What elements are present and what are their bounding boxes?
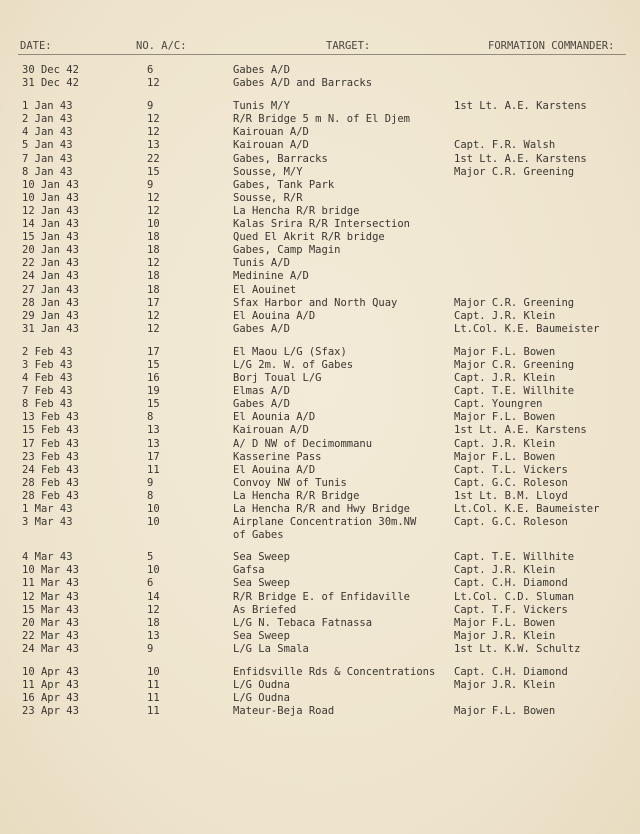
row-target: La Hencha R/R bridge bbox=[233, 204, 360, 217]
row-no-ac: 12 bbox=[147, 126, 160, 139]
row-date: 31 Jan 43 bbox=[22, 322, 79, 335]
row-no-ac: 9 bbox=[147, 476, 154, 489]
row-commander: Lt.Col. K.E. Baumeister bbox=[454, 503, 600, 515]
row-date: 4 Jan 43 bbox=[22, 126, 73, 139]
row-target: L/G Oudna bbox=[233, 679, 290, 692]
row-commander: 1st Lt. B.M. Lloyd bbox=[454, 489, 568, 502]
row-date: 3 Mar 43 bbox=[22, 516, 73, 529]
row-commander: Capt. J.R. Klein bbox=[454, 564, 556, 577]
row-no-ac: 12 bbox=[147, 257, 160, 270]
row-date: 2 Jan 43 bbox=[22, 113, 73, 126]
row-no-ac: 12 bbox=[147, 603, 160, 616]
row-date: 23 Apr 43 bbox=[22, 705, 79, 718]
row-no-ac: 22 bbox=[147, 152, 160, 165]
row-target: Medinine A/D bbox=[233, 270, 309, 283]
table-row bbox=[0, 284, 640, 297]
header-formation-commander: FORMATION COMMANDER: bbox=[488, 40, 615, 52]
row-commander: Capt. C.H. Diamond bbox=[454, 666, 568, 679]
table-row bbox=[0, 630, 640, 643]
row-date: 5 Jan 43 bbox=[22, 139, 73, 152]
table-row bbox=[0, 516, 640, 529]
row-date: 3 Feb 43 bbox=[22, 358, 73, 371]
table-row bbox=[0, 323, 640, 336]
row-target: Kairouan A/D bbox=[233, 424, 309, 437]
row-commander: Major C.R. Greening bbox=[454, 165, 575, 178]
row-target: Gabes A/D bbox=[233, 322, 290, 335]
row-target: El Aouinet bbox=[233, 283, 297, 296]
group-gap bbox=[0, 336, 640, 346]
row-no-ac: 13 bbox=[147, 629, 160, 642]
table-row bbox=[0, 591, 640, 604]
row-commander: Major C.R. Greening bbox=[454, 358, 575, 371]
row-target: El Maou L/G (Sfax) bbox=[233, 345, 347, 358]
row-date: 12 Mar 43 bbox=[22, 590, 79, 603]
row-no-ac: 18 bbox=[147, 244, 160, 257]
row-target: Enfidsville Rds & Concentrations bbox=[233, 666, 436, 679]
row-commander: Capt. T.E. Willhite bbox=[454, 551, 575, 564]
table-header bbox=[18, 36, 622, 56]
header-date: DATE: bbox=[20, 40, 52, 52]
row-date: 28 Jan 43 bbox=[22, 296, 79, 309]
row-target: Gabes, Tank Park bbox=[233, 178, 335, 191]
table-row bbox=[0, 218, 640, 231]
row-commander: Capt. J.R. Klein bbox=[454, 309, 556, 322]
row-commander: Major F.L. Bowen bbox=[454, 705, 556, 718]
table-row bbox=[0, 464, 640, 477]
row-date: 29 Jan 43 bbox=[22, 309, 79, 322]
row-date: 28 Feb 43 bbox=[22, 476, 79, 489]
row-commander: Major C.R. Greening bbox=[454, 296, 575, 309]
row-target: Kasserine Pass bbox=[233, 450, 322, 463]
row-commander: 1st Lt. K.W. Schultz bbox=[454, 642, 581, 655]
group-gap bbox=[0, 542, 640, 551]
table-row bbox=[0, 231, 640, 244]
row-no-ac: 10 bbox=[147, 516, 160, 529]
row-no-ac: 15 bbox=[147, 398, 160, 411]
table-row bbox=[0, 77, 640, 90]
row-no-ac: 12 bbox=[147, 191, 160, 204]
row-commander: Capt. F.R. Walsh bbox=[454, 139, 556, 152]
row-target: Sousse, R/R bbox=[233, 191, 303, 204]
row-target: A/ D NW of Decimommanu bbox=[233, 437, 373, 450]
table-row bbox=[0, 372, 640, 385]
row-commander: Capt. G.C. Roleson bbox=[454, 516, 568, 529]
header-no-ac: NO. A/C: bbox=[136, 40, 187, 52]
row-no-ac: 15 bbox=[147, 165, 160, 178]
row-no-ac: 18 bbox=[147, 231, 160, 244]
row-target: Elmas A/D bbox=[233, 385, 290, 398]
table-row bbox=[0, 503, 640, 516]
row-date: 2 Feb 43 bbox=[22, 345, 73, 358]
row-date: 24 Jan 43 bbox=[22, 270, 79, 283]
row-target: Kairouan A/D bbox=[233, 126, 309, 139]
row-no-ac: 10 bbox=[147, 666, 160, 679]
row-date: 1 Mar 43 bbox=[22, 503, 73, 515]
table-row bbox=[0, 385, 640, 398]
table-row bbox=[0, 244, 640, 257]
row-date: 28 Feb 43 bbox=[22, 489, 79, 502]
row-commander: Major J.R. Klein bbox=[454, 679, 556, 692]
row-no-ac: 11 bbox=[147, 679, 160, 692]
row-no-ac: 10 bbox=[147, 503, 160, 515]
row-date: 14 Jan 43 bbox=[22, 218, 79, 231]
table-row bbox=[0, 577, 640, 590]
row-no-ac: 17 bbox=[147, 345, 160, 358]
row-no-ac: 16 bbox=[147, 372, 160, 385]
header-target: TARGET: bbox=[326, 40, 371, 52]
row-target: El Aounia A/D bbox=[233, 411, 316, 424]
table-row bbox=[0, 705, 640, 718]
table-row bbox=[0, 551, 640, 564]
row-date: 31 Dec 42 bbox=[22, 77, 79, 90]
row-target: El Aouina A/D bbox=[233, 463, 316, 476]
row-no-ac: 18 bbox=[147, 616, 160, 629]
row-no-ac: 18 bbox=[147, 283, 160, 296]
row-target: Convoy NW of Tunis bbox=[233, 476, 347, 489]
row-date: 8 Jan 43 bbox=[22, 165, 73, 178]
table-row bbox=[0, 692, 640, 705]
row-date: 12 Jan 43 bbox=[22, 204, 79, 217]
row-date: 15 Jan 43 bbox=[22, 231, 79, 244]
group-gap bbox=[0, 656, 640, 666]
table-row bbox=[0, 643, 640, 656]
row-commander: Capt. J.R. Klein bbox=[454, 437, 556, 450]
row-commander: Lt.Col. K.E. Baumeister bbox=[454, 322, 600, 335]
row-target: La Hencha R/R and Hwy Bridge bbox=[233, 503, 411, 515]
row-commander: Lt.Col. C.D. Sluman bbox=[454, 590, 575, 603]
table-row bbox=[0, 64, 640, 77]
row-date: 10 Mar 43 bbox=[22, 564, 79, 577]
row-date: 30 Dec 42 bbox=[22, 64, 79, 76]
row-commander: Capt. T.E. Willhite bbox=[454, 385, 575, 398]
table-row bbox=[0, 679, 640, 692]
row-commander: Major F.L. Bowen bbox=[454, 411, 556, 424]
row-no-ac: 14 bbox=[147, 590, 160, 603]
row-no-ac: 8 bbox=[147, 489, 154, 502]
row-target: Sousse, M/Y bbox=[233, 165, 303, 178]
row-date: 7 Feb 43 bbox=[22, 385, 73, 398]
row-commander: Major F.L. Bowen bbox=[454, 345, 556, 358]
row-no-ac: 6 bbox=[147, 64, 154, 76]
table-row bbox=[0, 617, 640, 630]
row-no-ac: 17 bbox=[147, 450, 160, 463]
row-date: 20 Jan 43 bbox=[22, 244, 79, 257]
table-row bbox=[0, 398, 640, 411]
row-no-ac: 13 bbox=[147, 424, 160, 437]
table-row bbox=[0, 424, 640, 437]
row-target: El Aouina A/D bbox=[233, 309, 316, 322]
row-target: Gabes A/D bbox=[233, 398, 290, 411]
row-no-ac: 11 bbox=[147, 463, 160, 476]
table-row bbox=[0, 192, 640, 205]
row-no-ac: 11 bbox=[147, 705, 160, 718]
row-commander: 1st Lt. A.E. Karstens bbox=[454, 100, 587, 113]
row-date: 4 Feb 43 bbox=[22, 372, 73, 385]
row-date: 7 Jan 43 bbox=[22, 152, 73, 165]
row-target: R/R Bridge 5 m N. of El Djem bbox=[233, 113, 411, 126]
row-no-ac: 15 bbox=[147, 358, 160, 371]
row-commander: Capt. T.F. Vickers bbox=[454, 603, 568, 616]
row-target: L/G N. Tebaca Fatnassa bbox=[233, 616, 373, 629]
row-target: R/R Bridge E. of Enfidaville bbox=[233, 590, 411, 603]
table-row bbox=[0, 346, 640, 359]
row-no-ac: 13 bbox=[147, 437, 160, 450]
table-row bbox=[0, 126, 640, 139]
table-row bbox=[0, 564, 640, 577]
row-target: Gabes, Camp Magin bbox=[233, 244, 341, 257]
table-row bbox=[0, 166, 640, 179]
table-row bbox=[0, 113, 640, 126]
header-rule bbox=[18, 54, 626, 55]
row-target: La Hencha R/R Bridge bbox=[233, 489, 360, 502]
row-target: Mateur-Beja Road bbox=[233, 705, 335, 718]
row-commander: Capt. J.R. Klein bbox=[454, 372, 556, 385]
row-target: Tunis M/Y bbox=[233, 100, 290, 113]
row-no-ac: 9 bbox=[147, 642, 154, 655]
row-date: 10 Apr 43 bbox=[22, 666, 79, 679]
row-target: Sea Sweep bbox=[233, 577, 290, 590]
table-row bbox=[0, 139, 640, 152]
row-target: of Gabes bbox=[233, 529, 284, 542]
table-row bbox=[0, 411, 640, 424]
row-commander: Capt. Youngren bbox=[454, 398, 543, 411]
row-date: 22 Mar 43 bbox=[22, 629, 79, 642]
row-date: 11 Mar 43 bbox=[22, 577, 79, 590]
row-date: 17 Feb 43 bbox=[22, 437, 79, 450]
row-no-ac: 6 bbox=[147, 577, 154, 590]
table-row bbox=[0, 297, 640, 310]
row-commander: 1st Lt. A.E. Karstens bbox=[454, 152, 587, 165]
row-target: Sea Sweep bbox=[233, 551, 290, 564]
row-no-ac: 12 bbox=[147, 204, 160, 217]
row-target: L/G La Smala bbox=[233, 642, 309, 655]
row-target: Gabes A/D bbox=[233, 64, 290, 76]
row-date: 8 Feb 43 bbox=[22, 398, 73, 411]
row-target: Kalas Srira R/R Intersection bbox=[233, 218, 411, 231]
row-no-ac: 12 bbox=[147, 77, 160, 90]
row-no-ac: 9 bbox=[147, 178, 154, 191]
row-commander: Major F.L. Bowen bbox=[454, 616, 556, 629]
row-date: 13 Feb 43 bbox=[22, 411, 79, 424]
table-row bbox=[0, 529, 640, 542]
row-no-ac: 17 bbox=[147, 296, 160, 309]
table-row bbox=[0, 490, 640, 503]
table-row bbox=[0, 205, 640, 218]
mission-table bbox=[0, 64, 640, 718]
row-no-ac: 12 bbox=[147, 113, 160, 126]
table-row bbox=[0, 438, 640, 451]
table-row bbox=[0, 270, 640, 283]
row-target: Sfax Harbor and North Quay bbox=[233, 296, 398, 309]
group-gap bbox=[0, 90, 640, 100]
row-date: 24 Feb 43 bbox=[22, 463, 79, 476]
row-date: 23 Feb 43 bbox=[22, 450, 79, 463]
row-target: Qued El Akrit R/R bridge bbox=[233, 231, 385, 244]
row-date: 15 Feb 43 bbox=[22, 424, 79, 437]
row-date: 10 Jan 43 bbox=[22, 191, 79, 204]
row-date: 24 Mar 43 bbox=[22, 642, 79, 655]
table-row bbox=[0, 359, 640, 372]
row-no-ac: 5 bbox=[147, 551, 154, 564]
row-commander: Capt. G.C. Roleson bbox=[454, 476, 568, 489]
row-target: Airplane Concentration 30m.NW bbox=[233, 516, 417, 529]
row-target: Kairouan A/D bbox=[233, 139, 309, 152]
row-date: 20 Mar 43 bbox=[22, 616, 79, 629]
row-date: 1 Jan 43 bbox=[22, 100, 73, 113]
table-row bbox=[0, 153, 640, 166]
table-row bbox=[0, 477, 640, 490]
row-target: Tunis A/D bbox=[233, 257, 290, 270]
row-date: 11 Apr 43 bbox=[22, 679, 79, 692]
row-commander: Capt. T.L. Vickers bbox=[454, 463, 568, 476]
row-no-ac: 13 bbox=[147, 139, 160, 152]
row-target: As Briefed bbox=[233, 603, 297, 616]
table-row bbox=[0, 257, 640, 270]
row-date: 16 Apr 43 bbox=[22, 692, 79, 705]
row-no-ac: 9 bbox=[147, 100, 154, 113]
row-no-ac: 8 bbox=[147, 411, 154, 424]
table-row bbox=[0, 604, 640, 617]
table-row bbox=[0, 100, 640, 113]
row-date: 15 Mar 43 bbox=[22, 603, 79, 616]
row-target: Gabes, Barracks bbox=[233, 152, 328, 165]
row-date: 27 Jan 43 bbox=[22, 283, 79, 296]
row-date: 22 Jan 43 bbox=[22, 257, 79, 270]
row-no-ac: 11 bbox=[147, 692, 160, 705]
row-no-ac: 12 bbox=[147, 309, 160, 322]
row-target: L/G Oudna bbox=[233, 692, 290, 705]
row-target: Sea Sweep bbox=[233, 629, 290, 642]
row-commander: Capt. C.H. Diamond bbox=[454, 577, 568, 590]
row-commander: Major J.R. Klein bbox=[454, 629, 556, 642]
row-no-ac: 18 bbox=[147, 270, 160, 283]
table-row bbox=[0, 666, 640, 679]
row-date: 4 Mar 43 bbox=[22, 551, 73, 564]
row-commander: 1st Lt. A.E. Karstens bbox=[454, 424, 587, 437]
row-no-ac: 19 bbox=[147, 385, 160, 398]
table-row bbox=[0, 179, 640, 192]
row-no-ac: 12 bbox=[147, 322, 160, 335]
row-target: Borj Toual L/G bbox=[233, 372, 322, 385]
row-no-ac: 10 bbox=[147, 564, 160, 577]
row-target: Gafsa bbox=[233, 564, 265, 577]
row-no-ac: 10 bbox=[147, 218, 160, 231]
table-row bbox=[0, 310, 640, 323]
row-date: 10 Jan 43 bbox=[22, 178, 79, 191]
row-target: L/G 2m. W. of Gabes bbox=[233, 358, 354, 371]
row-target: Gabes A/D and Barracks bbox=[233, 77, 373, 90]
row-commander: Major F.L. Bowen bbox=[454, 450, 556, 463]
table-row bbox=[0, 451, 640, 464]
